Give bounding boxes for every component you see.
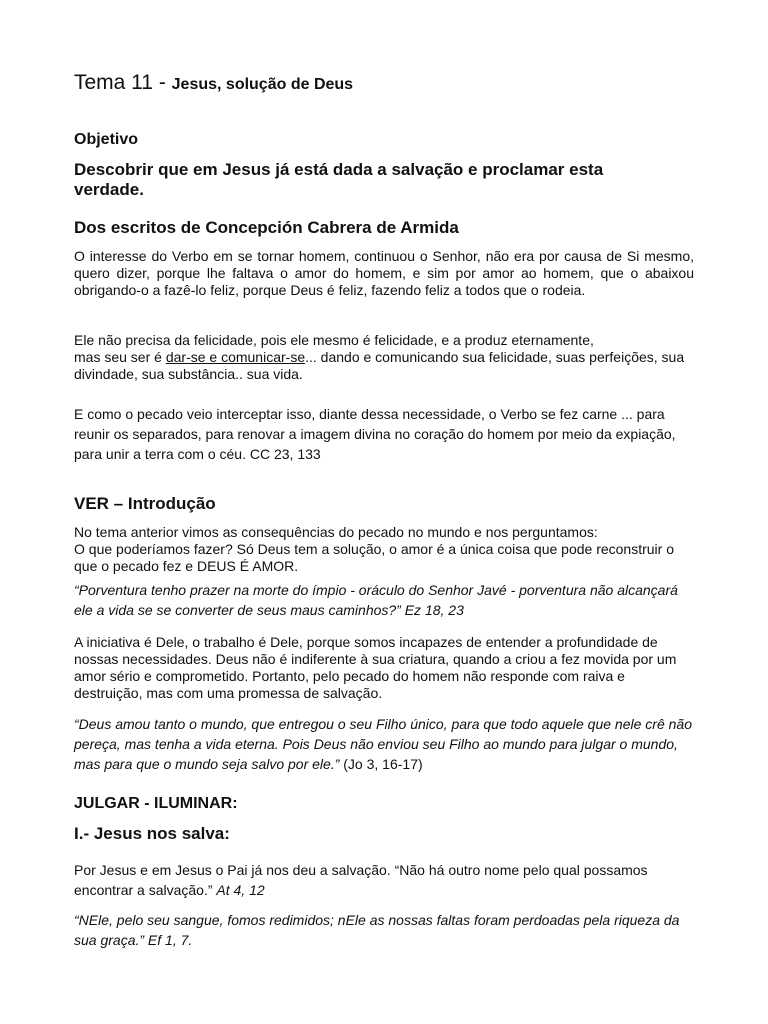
escritos-p2-after: ... dando e comunicando sua felicidade, suas perfeições, sua divindade, sua substância.. sua vida.: [74, 349, 685, 382]
ver-paragraph-1: [74, 524, 694, 575]
escritos-paragraph-3: E como o pecado veio interceptar isso, diante dessa necessidade, o Verbo se fez carne ... para reunir os separados, para renovar a imagem divina no coração do homem por meio da expiação, para unir a terra com o céu. CC 23, 133: [74, 406, 676, 462]
escritos-p2-underlined: dar-se e comunicar-se: [165, 349, 306, 365]
escritos-heading: Dos escritos de Concepción Cabrera de Armida: [74, 218, 459, 237]
julgar-p1-ref: At 4, 12: [216, 882, 265, 898]
escritos-p2-before: mas seu ser é: [74, 349, 166, 365]
escritos-paragraph-2: [74, 332, 694, 383]
objetivo-text: Descobrir que em Jesus já está dada a salvação e proclamar esta verdade.: [74, 160, 604, 199]
julgar-subheading: I.- Jesus nos salva:: [74, 824, 230, 843]
ver-paragraph-2: A iniciativa é Dele, o trabalho é Dele, porque somos incapazes de entender a profundidade de nossas necessidades. Deus não é indiferente à sua criatura, quando a criou a fez movida por um amor sério e comprometido. Portanto, pelo pecado do homem não responde com raiva e destruição, mas com uma promessa de salvação.: [74, 634, 677, 701]
escritos-paragraph-1: O interesse do Verbo em se tornar homem, continuou o Senhor, não era por causa de Si mesmo, quero dizer, porque lhe faltava o amor do homem, e sim por amor ao homem, que o abaixou obrigando-o a fazê-lo feliz, porque Deus é feliz, fazendo feliz a todos que o rodeia.: [74, 248, 694, 298]
ver-quote-2-text: “Deus amou tanto o mundo, que entregou o seu Filho único, para que todo aquele que nele crê não pereça, mas tenha a vida eterna. Pois Deus não enviou seu Filho ao mundo para julgar o mundo, mas para que o mundo seja salvo por ele.”: [74, 716, 692, 772]
ver-p1-line2: O que poderíamos fazer? Só Deus tem a solução, o amor é a única coisa que pode reconstruir o que o pecado fez e DEUS É AMOR.: [74, 541, 675, 574]
julgar-heading: JULGAR - ILUMINAR:: [74, 795, 238, 812]
julgar-p1-text: Por Jesus e em Jesus o Pai já nos deu a salvação. “Não há outro nome pelo qual possamos encontrar a salvação.”: [74, 862, 648, 898]
title-main: Tema 11 -: [74, 71, 172, 94]
ver-p1-line1: No tema anterior vimos as consequências do pecado no mundo e nos perguntamos:: [74, 524, 598, 540]
title-subtitle: Jesus, solução de Deus: [171, 76, 354, 93]
julgar-paragraph-1: [74, 860, 694, 900]
escritos-p2-line1: Ele não precisa da felicidade, pois ele mesmo é felicidade, e a produz eternamente,: [74, 332, 594, 348]
julgar-quote: “NEle, pelo seu sangue, fomos redimidos; nEle as nossas faltas foram perdoadas pela riqueza da sua graça.” Ef 1, 7.: [74, 912, 680, 948]
page-title: [74, 70, 694, 98]
objetivo-heading: Objetivo: [74, 131, 139, 148]
ver-quote-2: [74, 714, 694, 774]
ver-quote-2-ref: (Jo 3, 16-17): [339, 756, 423, 772]
ver-quote-1: “Porventura tenho prazer na morte do ímpio - oráculo do Senhor Javé - porventura não alcançará ele a vida se se converter de seus maus caminhos?” Ez 18, 23: [74, 582, 678, 618]
ver-heading: VER – Introdução: [74, 494, 216, 513]
